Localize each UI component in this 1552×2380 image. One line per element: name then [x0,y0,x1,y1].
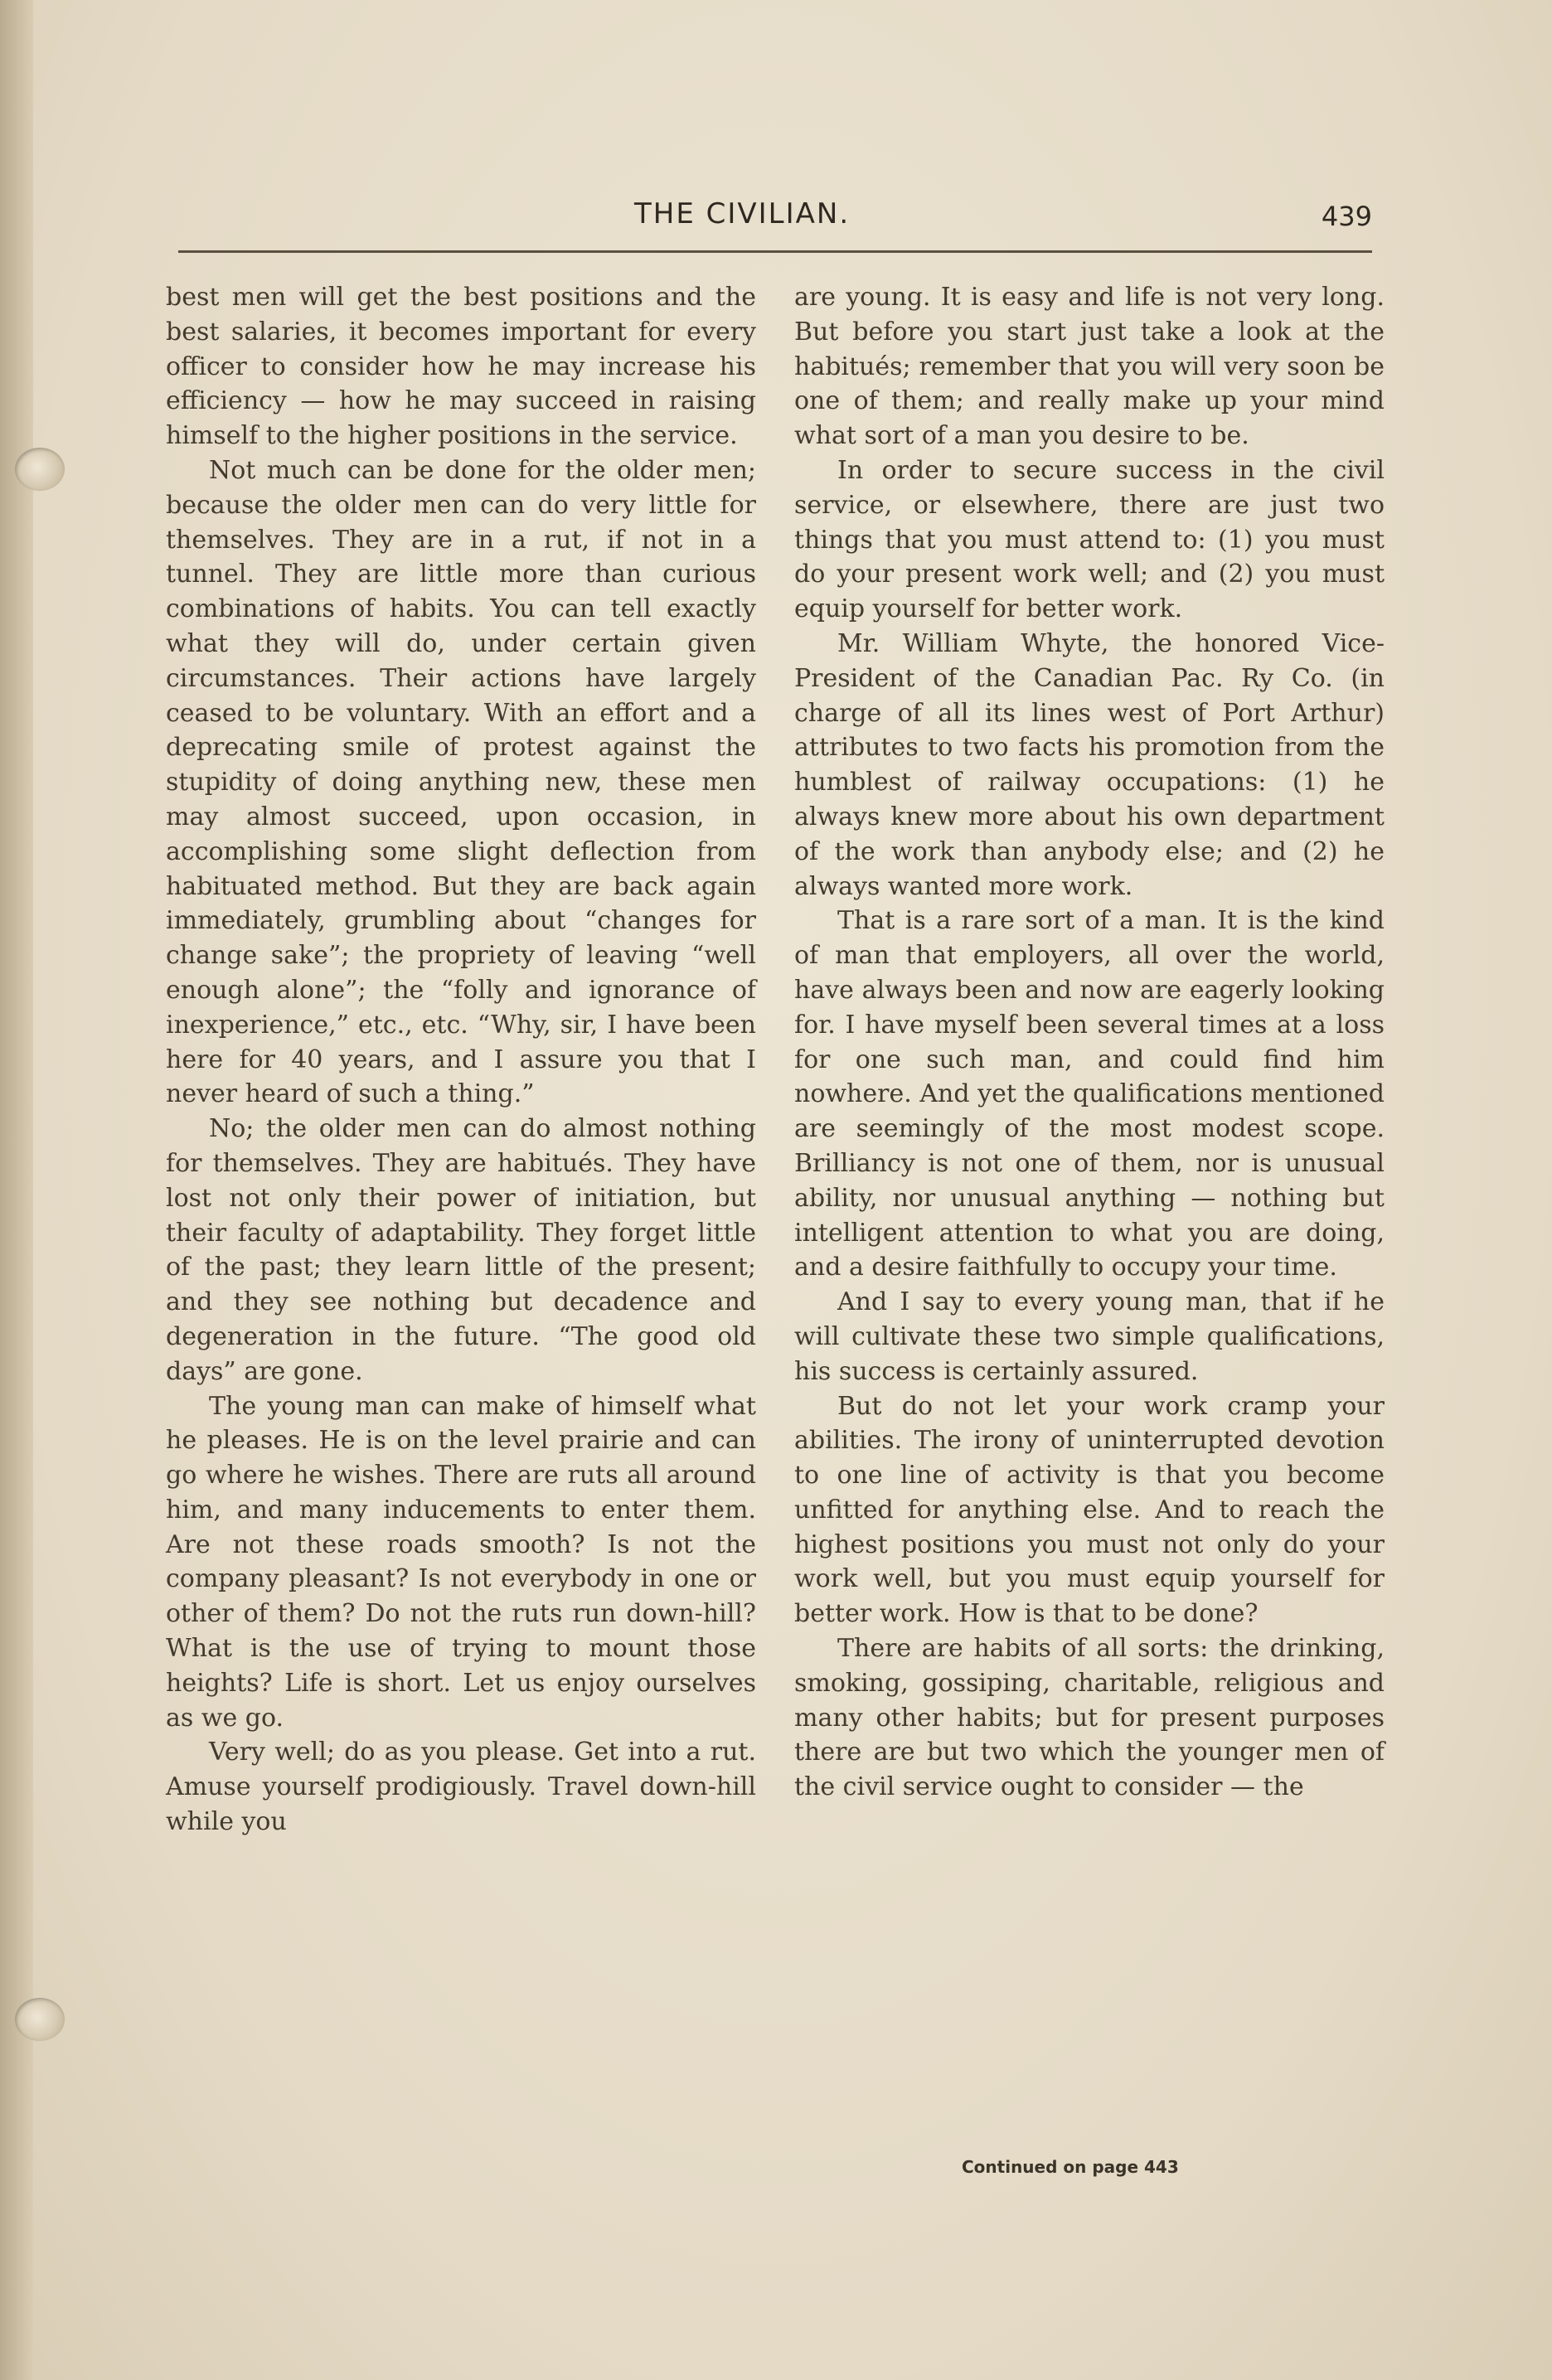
left-paragraph-1: best men will get the best positions and the best salaries, it becomes important for every officer to consider how he may increase his efficiency — how he may succeed in raising himself to the higher positions in the service. [166,283,756,451]
continued-note: Continued on page 443 [962,2157,1179,2177]
header-rule [178,250,1372,253]
punch-hole-top [15,448,65,491]
running-header [162,197,1372,247]
punch-hole-bottom [15,1998,65,2041]
right-paragraph-4: That is a rare sort of a man. It is the kind of man that employers, all over the world, have always been and now are eagerly looking for. I have myself been several times at a loss for one such man, and could find him nowhere. And yet the qualifications mentioned are seemingly of the most modest scope. Brilliancy is not one of them, nor is unusual ability, nor unusual anything — nothing but intelligent attention to what you are doing, and a desire faithfully to occupy your time. [794,906,1385,1282]
left-paragraph-3: No; the older men can do almost nothing for themselves. They are habitués. They have lost not only their power of initiation, but their faculty of adaptability. They forget little of the past; they learn little of the present; and they see nothing but decadence and degeneration in the future. “The good old days” are gone. [166,1114,756,1386]
left-paragraph-4: The young man can make of himself what he pleases. He is on the level prairie and can go where he wishes. There are ruts all around him, and many inducements to enter them. Are not these roads smooth? Is not the company pleasant? Is not everybody in one or other of them? Do not the ruts run down-hill? What is the use of trying to mount those heights? Life is short. Let us enjoy ourselves as we go. [166,1391,756,1733]
page-number: 439 [1321,201,1372,232]
left-paragraph-2: Not much can be done for the older men; because the older men can do very little for themselves. They are in a rut, if not in a tunnel. They are little more than curious combinations of habits. You can tell exactly what they will do, under certain given circumstances. Their actions have largely ceased to be voluntary. With an effort and a deprecating smile of protest against the stupidity of doing anything new, these men may almost succeed, upon occasion, in accomplishing some slight deflection from habituated method. But they are back again immediately, grumbling about “changes for change sake”; the propriety of leaving “well enough alone”; the “folly and ignorance of inexperience,” etc., etc. “Why, sir, I have been here for 40 years, and I assure you that I never heard of such a thing.” [166,455,756,1109]
right-paragraph-7: There are habits of all sorts: the drinking, smoking, gossiping, charitable, religious and many other habits; but for present purposes there are but two which the younger men of the civil service ought to consider — the [794,1634,1385,1802]
right-paragraph-2: In order to secure success in the civil service, or elsewhere, there are just two things that you must attend to: (1) you must do your present work well; and (2) you must equip yourself for better work. [794,455,1385,624]
right-paragraph-3: Mr. William Whyte, the honored Vice-President of the Canadian Pac. Ry Co. (in charge of all its lines west of Port Arthur) attributes to two facts his promotion from the humblest of railway occupations: (1) he always knew more about his own department of the work than anybody else; and (2) he always wanted more work. [794,628,1385,901]
left-column [166,280,756,1840]
journal-title: THE CIVILIAN. [634,197,851,230]
left-paragraph-5: Very well; do as you please. Get into a rut. Amuse yourself prodigiously. Travel down-hill while you [166,1738,756,1837]
right-paragraph-1: are young. It is easy and life is not very long. But before you start just take a look at the habitués; remember that you will very soon be one of them; and really make up your mind what sort of a man you desire to be. [794,283,1385,451]
right-paragraph-6: But do not let your work cramp your abilities. The irony of uninterrupted devotion to one line of activity is that you become unfitted for anything else. And to reach the highest positions you must not only do your work well, but you must equip yourself for better work. How is that to be done? [794,1391,1385,1629]
right-paragraph-5: And I say to every young man, that if he will cultivate these two simple qualifications, his success is certainly assured. [794,1287,1385,1386]
right-column [794,280,1385,1805]
